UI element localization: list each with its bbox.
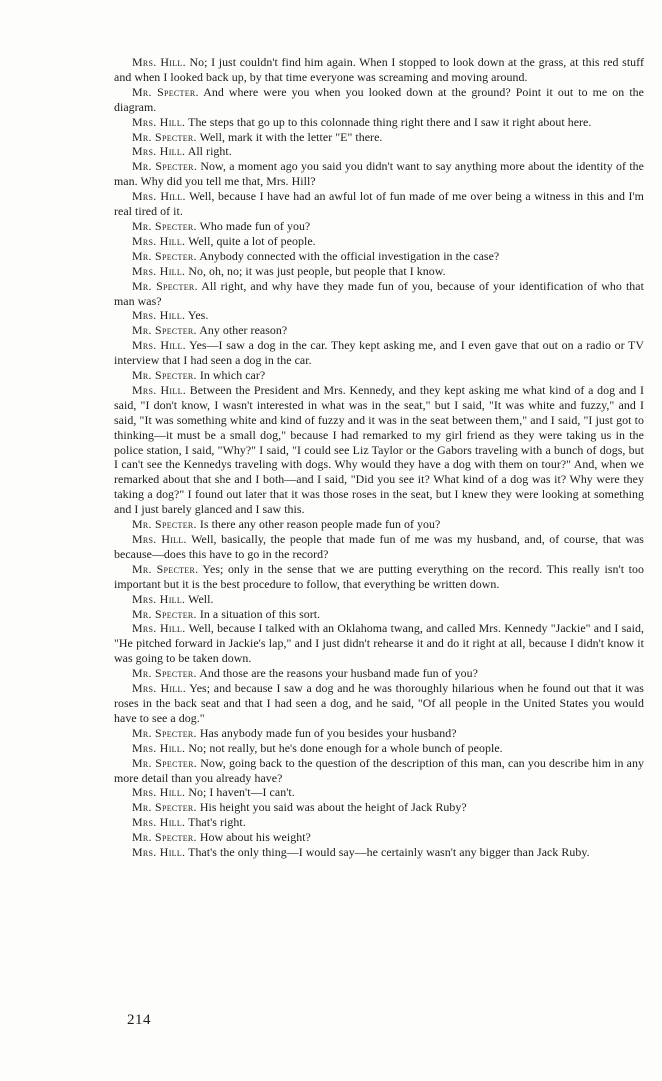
speaker-label: Mrs. Hill. — [132, 785, 186, 800]
speaker-text: That's right. — [188, 815, 246, 830]
speaker-label: Mr. Specter. — [132, 606, 197, 621]
speaker-label: Mr. Specter. — [132, 517, 197, 532]
speaker-label: Mrs. Hill. — [132, 338, 186, 353]
speaker-text: How about his weight? — [199, 830, 311, 845]
testimony-paragraph — [114, 830, 644, 845]
testimony-paragraph — [114, 189, 644, 219]
testimony-paragraph — [114, 85, 644, 115]
speaker-label: Mr. Specter. — [132, 129, 197, 144]
testimony-paragraph — [114, 264, 644, 279]
speaker-text: Has anybody made fun of you besides your husband? — [199, 725, 457, 740]
testimony-paragraph — [114, 607, 644, 622]
testimony-paragraph — [114, 845, 644, 860]
speaker-label: Mr. Specter. — [132, 84, 199, 99]
speaker-text: Yes—I saw a dog in the car. They kept asking me, and I even gave that out on a radio or TV interview that I had seen a dog in the car. — [114, 338, 644, 368]
speaker-text: Is there any other reason people made fun of you? — [199, 517, 441, 532]
speaker-label: Mrs. Hill. — [132, 382, 187, 397]
speaker-label: Mrs. Hill. — [132, 233, 186, 248]
speaker-text: In which car? — [199, 368, 266, 383]
speaker-label: Mr. Specter. — [132, 218, 197, 233]
testimony-paragraph — [114, 621, 644, 666]
testimony-paragraph — [114, 800, 644, 815]
speaker-label: Mr. Specter. — [132, 666, 197, 681]
speaker-label: Mrs. Hill. — [132, 845, 186, 860]
testimony-paragraph — [114, 562, 644, 592]
testimony-paragraph — [114, 785, 644, 800]
testimony-paragraph — [114, 115, 644, 130]
speaker-text: That's the only thing—I would say—he certainly wasn't any bigger than Jack Ruby. — [188, 845, 590, 860]
testimony-body — [114, 55, 644, 860]
speaker-text: Well, basically, the people that made fun of me was my husband, and, of course, that was because—does this have to go in the record? — [114, 532, 644, 561]
speaker-label: Mr. Specter. — [132, 323, 197, 338]
speaker-text: Between the President and Mrs. Kennedy, and they kept asking me what kind of a dog and I said, "I don't know, I wasn't interested in what was in the seat," but I said, "It was white and fuzzy," and I said, "It was something white and kind of fuzzy and it was in the seat between them," and I said, "I just got to thinking—it must be a small dog," because I had remarked to my girl friend as they were taking us in the police station, I said, "Why?" I said, "I could see Liz Taylor or the Gabors traveling with a bunch of dogs, but I can't see the Kennedys traveling with dogs. Why would they have a dog with them on tour?" And, when we remarked about that she and I both—and I said, "Did you see it? What kind of a dog was it? Why were they taking a dog?" I found out later that it was those roses in the seat, but I knew they were looking at something and I just barely glanced and I saw this. — [114, 382, 644, 517]
speaker-label: Mrs. Hill. — [132, 532, 187, 546]
testimony-paragraph — [114, 55, 644, 85]
testimony-paragraph — [114, 338, 644, 368]
testimony-paragraph — [114, 592, 644, 607]
speaker-text: Yes; only in the sense that we are putting everything on the record. This really isn't too important but it is the best procedure to follow, that everything be written down. — [114, 561, 644, 591]
speaker-text: Well, mark it with the letter "E" there. — [199, 129, 383, 144]
testimony-paragraph — [114, 130, 644, 145]
testimony-paragraph — [114, 219, 644, 234]
speaker-label: Mrs. Hill. — [132, 55, 186, 69]
page-number: 214 — [127, 1012, 151, 1028]
testimony-paragraph — [114, 815, 644, 830]
speaker-label: Mrs. Hill. — [132, 621, 186, 636]
speaker-label: Mrs. Hill. — [132, 114, 186, 129]
speaker-text: Yes. — [187, 308, 209, 323]
testimony-paragraph — [114, 741, 644, 756]
speaker-label: Mrs. Hill. — [132, 144, 186, 159]
testimony-paragraph — [114, 383, 644, 517]
speaker-text: Now, a moment ago you said you didn't want to say anything more about the identity of the man. Why did you tell me that, Mrs. Hill? — [114, 159, 644, 189]
speaker-label: Mrs. Hill. — [132, 815, 186, 830]
speaker-text: No; I haven't—I can't. — [188, 785, 295, 800]
speaker-label: Mr. Specter. — [132, 248, 197, 263]
testimony-paragraph — [114, 756, 644, 786]
testimony-paragraph — [114, 159, 644, 189]
speaker-text: Well, because I have had an awful lot of fun made of me over being a witness in this and I'm real tired of it. — [114, 189, 644, 219]
testimony-paragraph — [114, 726, 644, 741]
speaker-text: No, oh, no; it was just people, but people that I know. — [188, 263, 446, 278]
speaker-text: Well. — [188, 591, 214, 606]
speaker-label: Mrs. Hill. — [132, 681, 186, 696]
speaker-label: Mr. Specter. — [132, 830, 197, 845]
testimony-paragraph — [114, 323, 644, 338]
speaker-label: Mr. Specter. — [132, 368, 197, 383]
testimony-paragraph — [114, 279, 644, 309]
speaker-text: Who made fun of you? — [199, 218, 311, 233]
testimony-paragraph — [114, 234, 644, 249]
testimony-paragraph — [114, 144, 644, 159]
speaker-text: His height you said was about the height of Jack Ruby? — [199, 800, 467, 815]
speaker-label: Mr. Specter. — [132, 159, 198, 174]
speaker-label: Mrs. Hill. — [132, 189, 186, 204]
testimony-paragraph — [114, 308, 644, 323]
speaker-text: All right. — [187, 144, 232, 159]
speaker-text: In a situation of this sort. — [199, 606, 321, 621]
speaker-text: The steps that go up to this colonnade thing right there and I saw it right about here. — [188, 114, 592, 129]
testimony-paragraph — [114, 666, 644, 681]
speaker-label: Mr. Specter. — [132, 755, 198, 770]
speaker-text: And where were you when you looked down at the ground? Point it out to me on the diagram. — [114, 84, 644, 114]
speaker-text: No; not really, but he's done enough for a whole bunch of people. — [188, 740, 503, 755]
speaker-text: Well, quite a lot of people. — [188, 233, 316, 248]
speaker-label: Mr. Specter. — [132, 278, 198, 293]
speaker-text: Yes; and because I saw a dog and he was thoroughly hilarious when he found out that it was roses in the back seat and that I had seen a dog, and he said, "Of all people in the United States you would have to see a dog." — [114, 681, 644, 725]
speaker-label: Mrs. Hill. — [132, 591, 186, 606]
speaker-text: No; I just couldn't find him again. When I stopped to look down at the grass, at this red stuff and when I looked back up, by that time everyone was screaming and moving around. — [114, 55, 644, 84]
speaker-label: Mrs. Hill. — [132, 740, 186, 755]
speaker-text: Well, because I talked with an Oklahoma twang, and called Mrs. Kennedy "Jackie" and I said, "He pitched forward in Jackie's lap," and I just didn't rehearse it and do it right at all, because I didn't know it was going to be taken down. — [114, 621, 644, 666]
testimony-paragraph — [114, 517, 644, 532]
speaker-label: Mrs. Hill. — [132, 263, 186, 278]
speaker-text: Now, going back to the question of the description of this man, can you describe him in any more detail than you already have? — [114, 755, 645, 785]
speaker-label: Mr. Specter. — [132, 800, 197, 815]
speaker-text: And those are the reasons your husband made fun of you? — [199, 666, 479, 681]
speaker-label: Mr. Specter. — [132, 561, 199, 576]
speaker-text: Anybody connected with the official investigation in the case? — [199, 248, 500, 263]
testimony-paragraph — [114, 249, 644, 264]
testimony-paragraph — [114, 368, 644, 383]
testimony-paragraph — [114, 681, 644, 726]
speaker-label: Mrs. Hill. — [132, 308, 186, 323]
speaker-label: Mr. Specter. — [132, 725, 197, 740]
speaker-text: All right, and why have they made fun of you, because of your identification of who that man was? — [114, 278, 644, 308]
testimony-paragraph — [114, 532, 644, 562]
speaker-text: Any other reason? — [199, 323, 288, 338]
